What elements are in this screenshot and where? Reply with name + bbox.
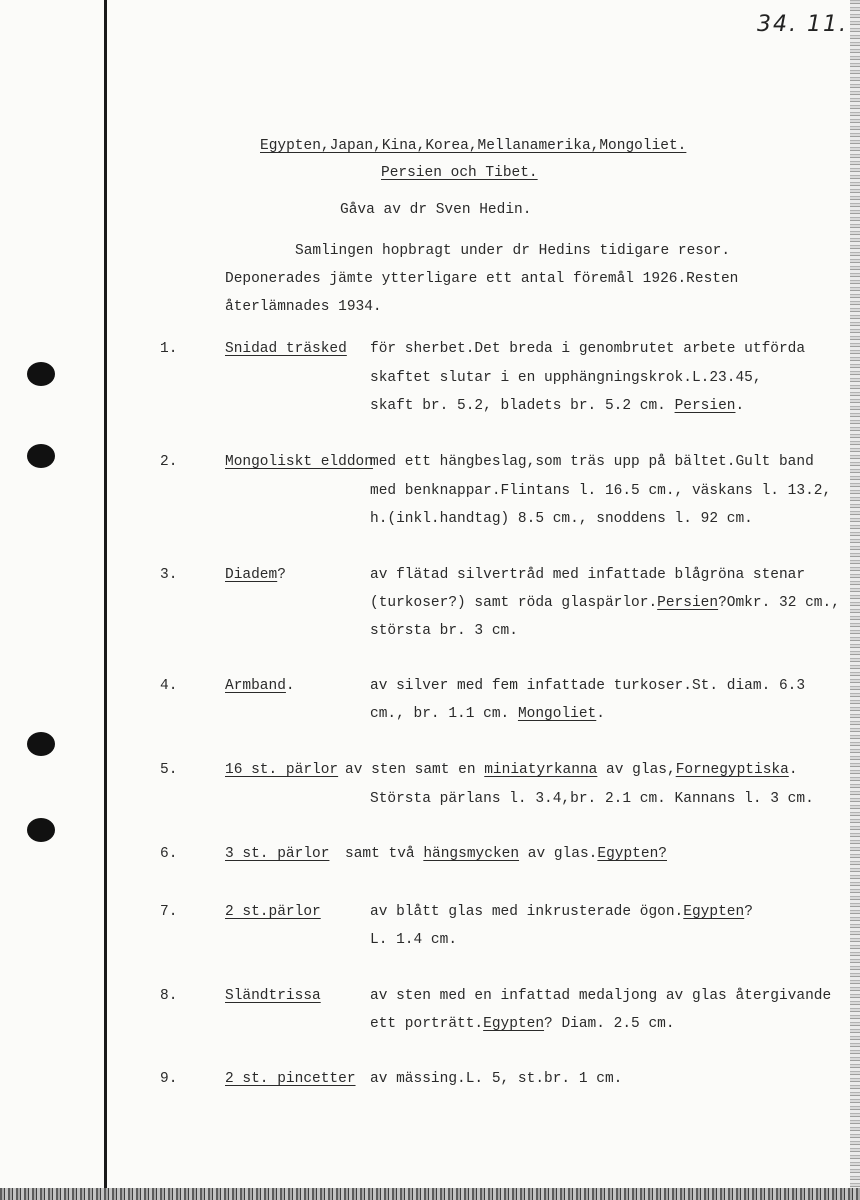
binder-hole-icon bbox=[27, 732, 55, 756]
item-origin: Persien bbox=[657, 595, 719, 611]
intro-line-1: Samlingen hopbragt under dr Hedins tidigare resor. bbox=[295, 243, 731, 259]
item-name bbox=[225, 678, 295, 694]
text-run: Diadem bbox=[225, 567, 278, 583]
scan-edge-bottom bbox=[0, 1188, 860, 1200]
text-run: av glas. bbox=[519, 846, 598, 862]
intro-line-2: Deponerades jämte ytterligare ett antal föremål 1926.Resten bbox=[225, 271, 739, 287]
item-description-line: h.(inkl.handtag) 8.5 cm., snoddens l. 92 cm. bbox=[370, 511, 753, 527]
item-name: 2 st. pincetter bbox=[225, 1071, 356, 1087]
text-run: av glas, bbox=[597, 762, 676, 778]
item-number: 4. bbox=[160, 678, 178, 694]
text-run: cm., br. 1.1 cm. bbox=[370, 706, 518, 722]
item-name: 2 st.pärlor bbox=[225, 904, 321, 920]
item-origin: Fornegyptiska bbox=[675, 762, 789, 778]
item-description-line: av silver med fem infattade turkoser.St. diam. 6.3 bbox=[370, 678, 806, 694]
text-run: (turkoser?) samt röda glaspärlor. bbox=[370, 595, 658, 611]
text-run: skaft br. 5.2, bladets br. 5.2 cm. bbox=[370, 398, 675, 414]
item-number: 9. bbox=[160, 1071, 178, 1087]
item-description-line bbox=[345, 846, 667, 862]
item-description-line bbox=[370, 904, 753, 920]
text-run: . bbox=[285, 678, 295, 694]
text-run: hängsmycken bbox=[423, 846, 520, 862]
title-line-1: Egypten,Japan,Kina,Korea,Mellanamerika,Mongoliet. bbox=[260, 138, 687, 154]
item-description-line: skaftet slutar i en upphängningskrok.L.23.45, bbox=[370, 370, 762, 386]
item-number: 3. bbox=[160, 567, 178, 583]
item-name: Mongoliskt elddon bbox=[225, 454, 373, 470]
scan-edge-right bbox=[850, 0, 860, 1200]
item-description-line: av sten med en infattad medaljong av glas återgivande bbox=[370, 988, 832, 1004]
item-description-line: största br. 3 cm. bbox=[370, 623, 518, 639]
item-number: 8. bbox=[160, 988, 178, 1004]
item-description-line bbox=[370, 595, 840, 611]
item-description-line: av mässing.L. 5, st.br. 1 cm. bbox=[370, 1071, 623, 1087]
item-description-line bbox=[370, 398, 744, 414]
text-run: . bbox=[735, 398, 745, 414]
item-description-line: L. 1.4 cm. bbox=[370, 932, 458, 948]
item-origin: Mongoliet bbox=[517, 706, 597, 722]
text-run: ? bbox=[277, 567, 286, 583]
text-run: ? bbox=[744, 904, 753, 920]
binder-hole-icon bbox=[27, 818, 55, 842]
text-run: miniatyrkanna bbox=[484, 762, 598, 778]
item-name: 3 st. pärlor bbox=[225, 846, 330, 862]
item-description-line: med benknappar.Flintans l. 16.5 cm., väskans l. 13.2, bbox=[370, 483, 832, 499]
item-name bbox=[225, 567, 286, 583]
item-name: 16 st. pärlor bbox=[225, 762, 339, 778]
title-line-2: Persien och Tibet. bbox=[381, 165, 538, 181]
text-run: av blått glas med inkrusterade ögon. bbox=[370, 904, 684, 920]
binder-hole-icon bbox=[27, 444, 55, 468]
text-run: . bbox=[788, 762, 798, 778]
item-description-line: med ett hängbeslag,som träs upp på bältet.Gult band bbox=[370, 454, 814, 470]
item-description-line: för sherbet.Det breda i genombrutet arbete utförda bbox=[370, 341, 806, 357]
text-run: . bbox=[596, 706, 605, 722]
item-name: Snidad träsked bbox=[225, 341, 347, 357]
item-origin: Egypten bbox=[683, 904, 745, 920]
item-origin: Egypten bbox=[483, 1016, 545, 1032]
item-description-line bbox=[345, 762, 798, 778]
item-number: 6. bbox=[160, 846, 178, 862]
intro-line-3: återlämnades 1934. bbox=[225, 299, 382, 315]
page-number: 34. 11. bbox=[757, 12, 848, 37]
item-origin: Egypten? bbox=[597, 846, 667, 862]
binder-hole-icon bbox=[27, 362, 55, 386]
item-origin: Persien bbox=[674, 398, 736, 414]
text-run: ?Omkr. 32 cm., bbox=[718, 595, 840, 611]
item-number: 5. bbox=[160, 762, 178, 778]
item-description-line bbox=[370, 1016, 675, 1032]
text-run: Armband bbox=[225, 678, 286, 694]
item-description-line: Största pärlans l. 3.4,br. 2.1 cm. Kannans l. 3 cm. bbox=[370, 791, 814, 807]
item-number: 7. bbox=[160, 904, 178, 920]
gift-line: Gåva av dr Sven Hedin. bbox=[340, 202, 532, 218]
item-name: Sländtrissa bbox=[225, 988, 321, 1004]
item-description-line bbox=[370, 706, 605, 722]
margin-line bbox=[104, 0, 107, 1190]
item-number: 1. bbox=[160, 341, 178, 357]
item-description-line: av flätad silvertråd med infattade blågröna stenar bbox=[370, 567, 806, 583]
text-run: samt två bbox=[345, 846, 424, 862]
text-run: av sten samt en bbox=[345, 762, 485, 778]
item-number: 2. bbox=[160, 454, 178, 470]
text-run: ett porträtt. bbox=[370, 1016, 484, 1032]
text-run: ? Diam. 2.5 cm. bbox=[544, 1016, 675, 1032]
